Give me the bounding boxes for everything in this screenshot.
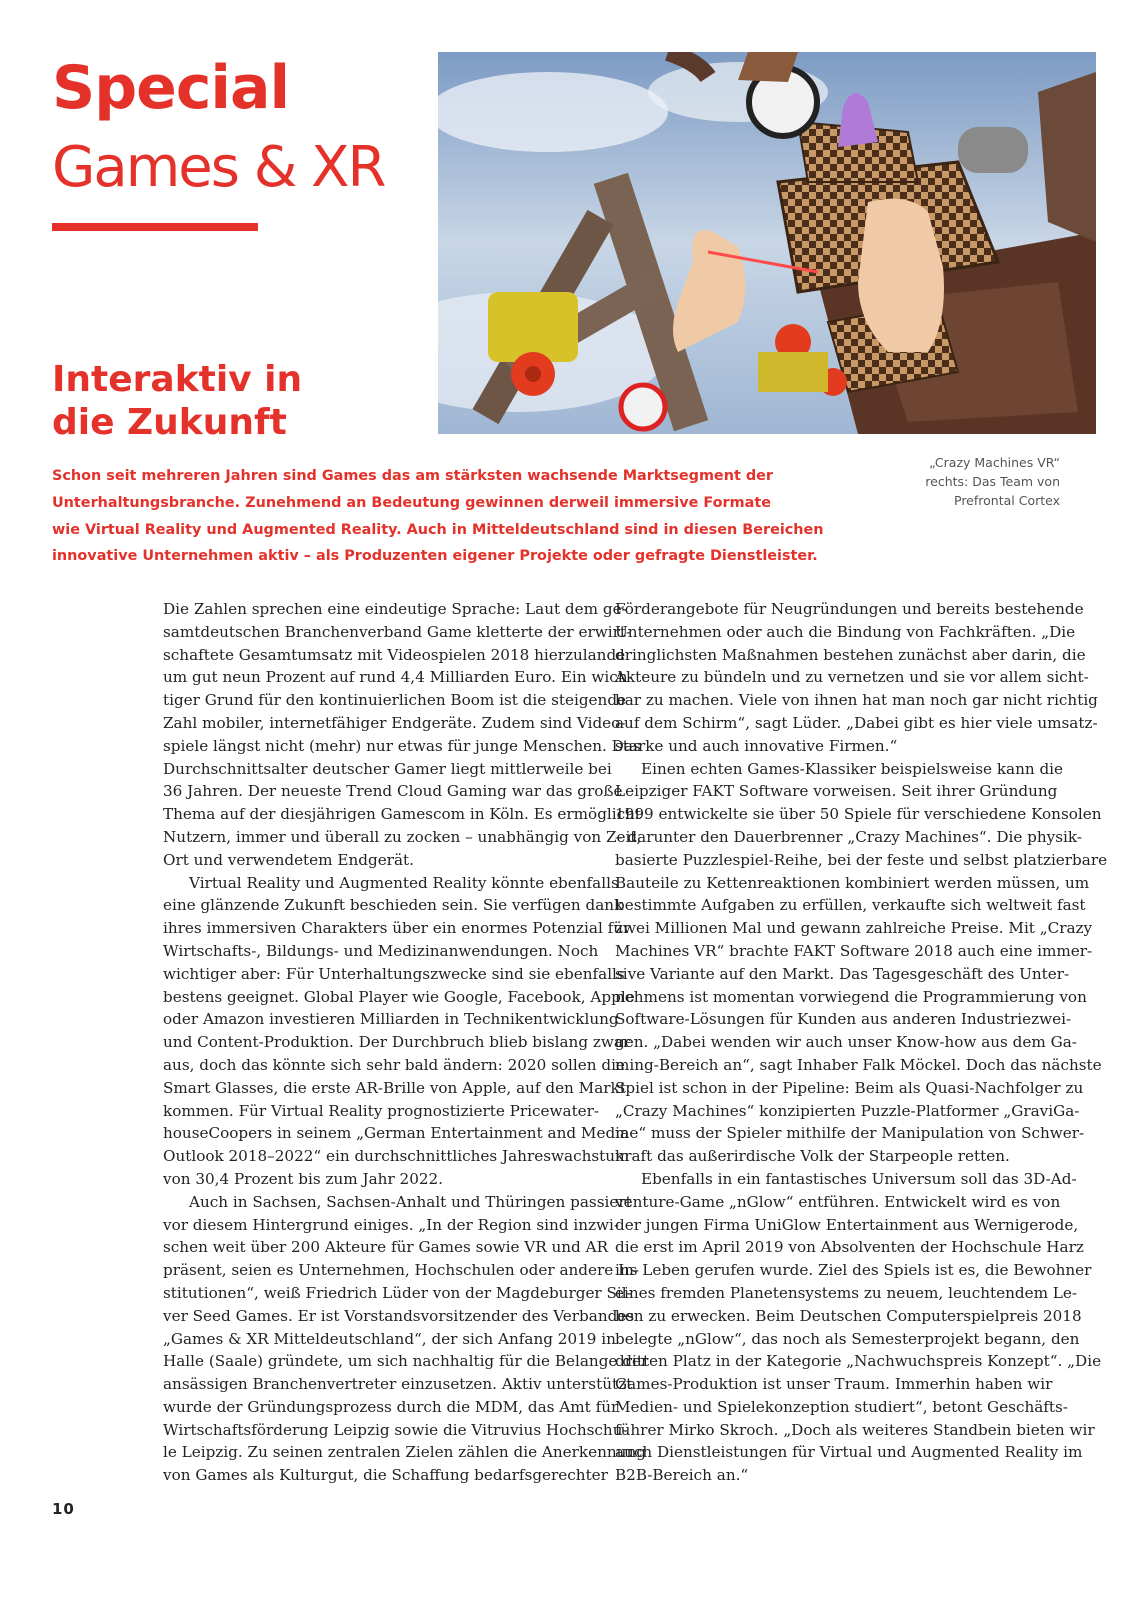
body-text-line: Zahl mobiler, internetfähiger Endgeräte. Zudem sind Video- [163,713,626,732]
body-text-line: Förderangebote für Neugründungen und bereits bestehende [615,600,1084,618]
article-headline [52,358,302,444]
body-text-line: Medien- und Spielekonzeption studiert“, betont Geschäfts- [615,1397,1068,1416]
body-text-line: venture-Game „nGlow“ entführen. Entwickelt wird es von [615,1192,1061,1211]
body-text-line: schaftete Gesamtumsatz mit Videospielen 2018 hierzulande [163,645,626,664]
body-text-line: ihres immersiven Charakters über ein enormes Potenzial für [163,919,631,938]
body-text-line: Games-Produktion ist unser Traum. Immerhin haben wir [615,1375,1053,1394]
body-text-line: nehmens ist momentan vorwiegend die Programmierung von [615,987,1087,1006]
body-text-line: kraft das außerirdische Volk der Starpeople retten. [615,1147,1010,1166]
body-text-line: Ort und verwendetem Endgerät. [163,850,414,869]
body-text-line: ins Leben gerufen wurde. Ziel des Spiels ist es, die Bewohner [615,1261,1092,1280]
body-text-line: belegte „nGlow“, das noch als Semesterprojekt begann, den [615,1329,1080,1348]
body-text-line: le Leipzig. Zu seinen zentralen Zielen zählen die Anerkennung [163,1443,646,1462]
body-text-line: Smart Glasses, die erste AR-Brille von Apple, auf den Markt [163,1078,626,1097]
body-text-line: houseCoopers in seinem „German Entertainment and Media [163,1124,630,1143]
body-text-line: Virtual Reality und Augmented Reality könnte ebenfalls [189,873,619,892]
body-text-line: 1999 entwickelte sie über 50 Spiele für verschiedene Konsolen [615,805,1102,824]
body-text-line: wurde der Gründungsprozess durch die MDM, das Amt für [163,1397,619,1416]
body-text-line: schen weit über 200 Akteure für Games sowie VR und AR [163,1238,609,1257]
body-text-line: spiele längst nicht (mehr) nur etwas für junge Menschen. Das [163,736,641,755]
page-number: 10 [52,1500,75,1518]
body-text-line: bar zu machen. Viele von ihnen hat man noch gar nicht richtig [615,691,1098,710]
body-text-line: me“ muss der Spieler mithilfe der Manipulation von Schwer- [615,1124,1085,1143]
body-text-line: kommen. Für Virtual Reality prognostizierte Pricewater- [163,1101,600,1120]
body-text-line: Machines VR“ brachte FAKT Software 2018 auch eine immer- [615,941,1093,960]
body-text-line: „Crazy Machines“ konzipierten Puzzle-Platformer „GraviGa- [615,1101,1080,1120]
body-text-line: Die Zahlen sprechen eine eindeutige Sprache: Laut dem ge- [163,600,627,618]
body-text-line: bestens geeignet. Global Player wie Google, Facebook, Apple [163,987,635,1006]
body-column-right [615,598,1108,1487]
body-text-line: von 30,4 Prozent bis zum Jahr 2022. [163,1169,444,1188]
body-text-line: stitutionen“, weiß Friedrich Lüder von der Magdeburger Sil- [163,1283,632,1302]
headline-line: die Zukunft [52,402,287,443]
body-text-line: eines fremden Planetensystems zu neuem, leuchtendem Le- [615,1283,1078,1302]
body-text-line: auf dem Schirm“, sagt Lüder. „Dabei gibt es hier viele umsatz- [615,713,1098,732]
body-text-line: Spiel ist schon in der Pipeline: Beim als Quasi-Nachfolger zu [615,1078,1084,1097]
hero-photo [438,52,1096,434]
article-lead [52,463,824,570]
body-text-line: Thema auf der diesjährigen Gamescom in Köln. Es ermöglicht [163,805,642,824]
body-text-line: – darunter den Dauerbrenner „Crazy Machines“. Die physik- [615,827,1082,846]
lead-line: Schon seit mehreren Jahren sind Games das am stärksten wachsende Marktsegment der [52,468,773,484]
title-underline [52,223,258,231]
body-text-line: Akteure zu bündeln und zu vernetzen und sie vor allem sicht- [615,668,1089,687]
caption-line: rechts: Das Team von [925,474,1060,489]
body-text-line: Einen echten Games-Klassiker beispielsweise kann die [641,759,1064,778]
body-text-line: „Games & XR Mitteldeutschland“, der sich Anfang 2019 in [163,1329,616,1348]
body-text-line: ansässigen Branchenvertreter einzusetzen. Aktiv unterstützt [163,1375,633,1394]
body-text-line: dringlichsten Maßnahmen bestehen zunächst aber darin, die [615,645,1086,664]
body-text-line: 36 Jahren. Der neueste Trend Cloud Gaming war das große [163,782,623,801]
body-text-line: Unternehmen oder auch die Bindung von Fachkräften. „Die [615,622,1076,641]
body-text-line: Auch in Sachsen, Sachsen-Anhalt und Thüringen passiert [189,1192,632,1211]
body-text-line: um gut neun Prozent auf rund 4,4 Milliarden Euro. Ein wich- [163,668,633,687]
body-text-line: Halle (Saale) gründete, um sich nachhaltig für die Belange der [163,1352,649,1371]
body-text-line: Wirtschafts-, Bildungs- und Medizinanwendungen. Noch [163,941,599,960]
body-text-line: gen. „Dabei wenden wir auch unser Know-how aus dem Ga- [615,1033,1077,1052]
body-text-line: von Games als Kulturgut, die Schaffung bedarfsgerechter [163,1466,608,1485]
body-text-line: wichtiger aber: Für Unterhaltungszwecke sind sie ebenfalls [163,964,625,983]
body-text-line: zwei Millionen Mal und gewann zahlreiche Preise. Mit „Crazy [615,919,1093,938]
caption-line: Prefrontal Cortex [954,493,1060,508]
body-text-line: eine glänzende Zukunft beschieden sein. Sie verfügen dank [163,896,624,915]
body-text-line: der jungen Firma UniGlow Entertainment aus Wernigerode, [615,1215,1079,1234]
body-text-line: präsent, seien es Unternehmen, Hochschulen oder andere In- [163,1261,639,1280]
body-text-line: basierte Puzzlespiel-Reihe, bei der feste und selbst platzierbare [615,850,1108,869]
body-text-line: oder Amazon investieren Milliarden in Technikentwicklung [163,1010,619,1029]
body-text-line: auch Dienstleistungen für Virtual und Augmented Reality im [615,1443,1083,1462]
body-text-line: samtdeutschen Branchenverband Game kletterte der erwirt- [163,622,632,641]
body-text-line: bestimmte Aufgaben zu erfüllen, verkaufte sich weltweit fast [615,896,1086,915]
lead-line: innovative Unternehmen aktiv – als Produzenten eigener Projekte oder gefragte Dienstleister. [52,548,818,565]
body-text-line: vor diesem Hintergrund einiges. „In der Region sind inzwi- [163,1215,620,1234]
body-text-line: starke und auch innovative Firmen.“ [615,736,898,755]
body-text-line: ming-Bereich an“, sagt Inhaber Falk Möckel. Doch das nächste [615,1055,1102,1074]
body-text-line: Software-Lösungen für Kunden aus anderen Industriezwei- [615,1010,1072,1029]
body-text-line: Outlook 2018–2022“ ein durchschnittliches Jahreswachstum [163,1147,630,1166]
body-text-line: tiger Grund für den kontinuierlichen Boom ist die steigende [163,691,627,710]
body-column-left [163,598,649,1487]
body-text-line: Leipziger FAKT Software vorweisen. Seit ihrer Gründung [615,782,1058,801]
body-text-line: ver Seed Games. Er ist Vorstandsvorsitzender des Verbandes [163,1306,635,1325]
body-text-line: und Content-Produktion. Der Durchbruch blieb bislang zwar [163,1033,631,1052]
body-text-line: Wirtschaftsförderung Leipzig sowie die Vitruvius Hochschu- [163,1420,628,1439]
body-text-line: führer Mirko Skroch. „Doch als weiteres Standbein bieten wir [615,1420,1095,1439]
lead-line: Unterhaltungsbranche. Zunehmend an Bedeutung gewinnen derweil immersive Formate [52,494,771,511]
caption-line: „Crazy Machines VR“ [929,455,1060,470]
section-title-special: Special [52,53,290,123]
section-title-games-xr: Games & XR [52,135,385,200]
lead-line: wie Virtual Reality und Augmented Reality. Auch in Mitteldeutschland sind in diesen Bereichen [52,521,824,538]
body-text-line: Bauteile zu Kettenreaktionen kombiniert werden müssen, um [615,873,1090,892]
body-text-line: B2B-Bereich an.“ [615,1466,749,1485]
headline-line: Interaktiv in [52,359,303,400]
body-text-line: Durchschnittsalter deutscher Gamer liegt mittlerweile bei [163,759,612,778]
body-text-line: ben zu erwecken. Beim Deutschen Computerspielpreis 2018 [615,1306,1082,1325]
body-text-line: aus, doch das könnte sich sehr bald ändern: 2020 sollen die [163,1055,625,1074]
body-text-line: die erst im April 2019 von Absolventen der Hochschule Harz [615,1238,1084,1257]
photo-caption [860,453,1060,510]
body-text-line: sive Variante auf den Markt. Das Tagesgeschäft des Unter- [615,964,1070,983]
body-text-line: dritten Platz in der Kategorie „Nachwuchspreis Konzept“. „Die [615,1352,1102,1371]
body-text-line: Ebenfalls in ein fantastisches Universum soll das 3D-Ad- [641,1169,1077,1188]
body-text-line: Nutzern, immer und überall zu zocken – unabhängig von Zeit, [163,827,642,846]
